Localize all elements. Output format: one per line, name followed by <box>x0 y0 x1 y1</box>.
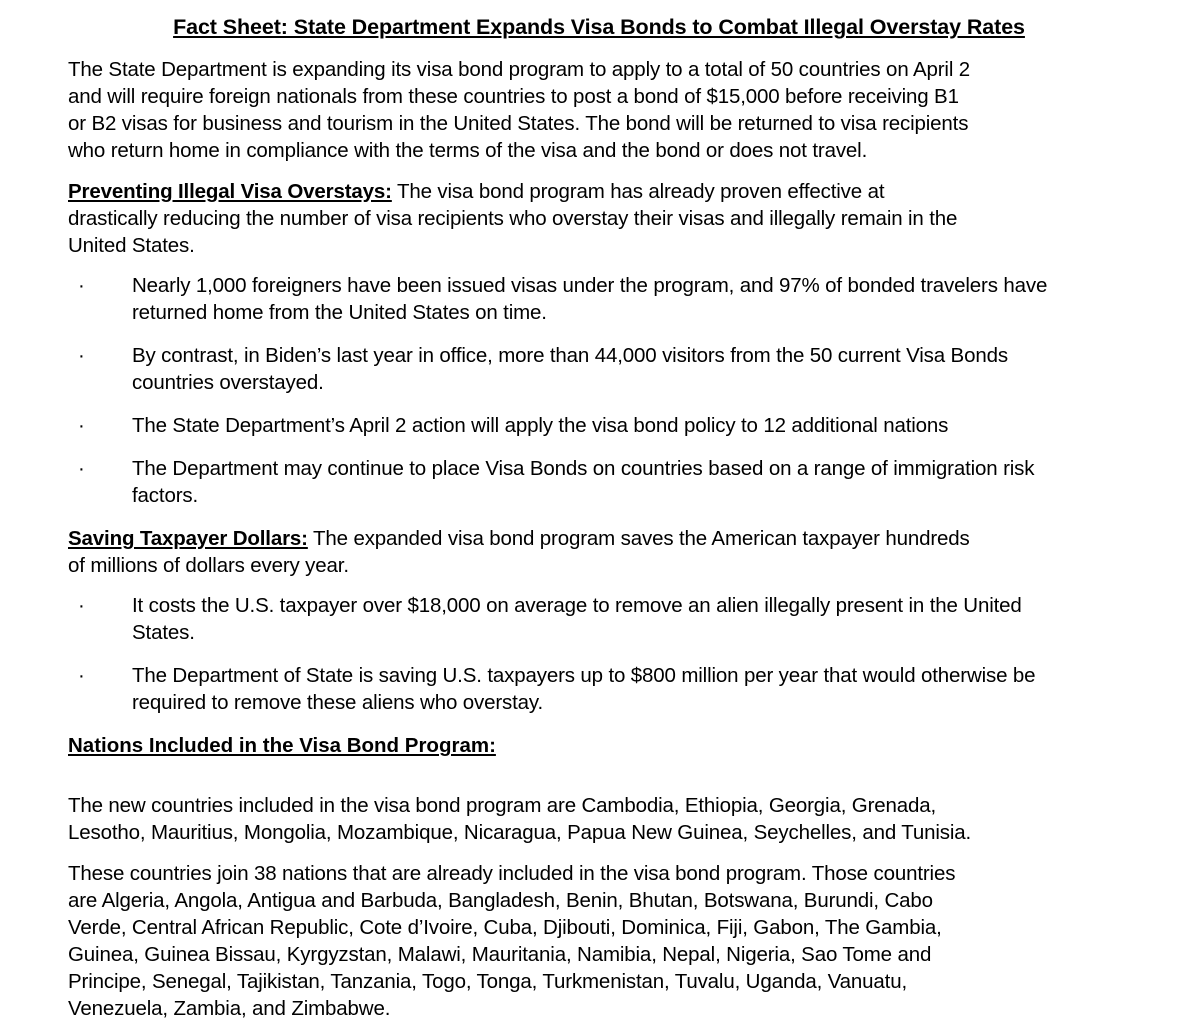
nations-existing-paragraph: These countries join 38 nations that are already included in the visa bond program. Those countries are Algeria, Angola, Antigua and Barbuda, Bangladesh, Benin, Bhutan, Botswana, Burundi, Cabo Verde, Central African Republic, Cote d’Ivoire, Cuba, Djibouti, Dominica, Fiji, Gabon, The Gambia, Guinea, Guinea Bissau, Kyrgyzstan, Malawi, Mauritania, Namibia, Nepal, Nigeria, Sao Tome and Principe, Senegal, Tajikistan, Tanzania, Togo, Tonga, Turkmenistan, Tuvalu, Uganda, Vanuatu, Venezuela, Zambia, and Zimbabwe. <box>68 861 956 1020</box>
bullet-marker: · <box>78 414 85 438</box>
list-item <box>68 412 1082 439</box>
nations-new-paragraph: The new countries included in the visa bond program are Cambodia, Ethiopia, Georgia, Grenada, Lesotho, Mauritius, Mongolia, Mozambique, Nicaragua, Papua New Guinea, Seychelles, and Tunisia. <box>68 793 972 844</box>
bullet-text: The Department of State is saving U.S. taxpayers up to $800 million per year that would otherwise be required to remove these aliens who overstay. <box>132 664 1036 715</box>
bullet-marker: · <box>78 664 85 688</box>
section-body-saving-taxpayer-dollars: The expanded visa bond program saves the American taxpayer hundreds of millions of dollars every year. <box>68 527 970 578</box>
bullet-text: It costs the U.S. taxpayer over $18,000 on average to remove an alien illegally present in the United States. <box>132 594 1022 645</box>
page-title: Fact Sheet: State Department Expands Visa Bonds to Combat Illegal Overstay Rates <box>173 15 1025 39</box>
list-item <box>68 592 1082 646</box>
section-heading-nations-included: Nations Included in the Visa Bond Program: <box>68 734 496 758</box>
list-item <box>68 342 1082 396</box>
section-heading-saving-taxpayer-dollars: Saving Taxpayer Dollars: <box>68 527 308 551</box>
nations-heading-block <box>68 732 1160 775</box>
section-heading-preventing-overstays: Preventing Illegal Visa Overstays: <box>68 179 392 203</box>
section-saving-taxpayer-dollars <box>68 525 973 579</box>
section-body-preventing-overstays: The visa bond program has already proven effective at drastically reducing the number of visa recipients who overstay their visas and illegally remain in the United States. <box>68 179 958 257</box>
bullet-text: By contrast, in Biden’s last year in office, more than 44,000 visitors from the 50 current Visa Bonds countries overstayed. <box>132 343 1008 394</box>
bullet-marker: · <box>78 594 85 618</box>
bullet-text: Nearly 1,000 foreigners have been issued visas under the program, and 97% of bonded travelers have returned home from the United States on time. <box>132 273 1048 324</box>
list-item <box>68 455 1082 509</box>
bullet-text: The State Department’s April 2 action will apply the visa bond policy to 12 additional nations <box>132 414 949 438</box>
bullet-text: The Department may continue to place Visa Bonds on countries based on a range of immigration risk factors. <box>132 457 1035 508</box>
list-item <box>68 272 1082 326</box>
section-preventing-overstays <box>68 178 973 259</box>
bullet-marker: · <box>78 457 85 481</box>
bullet-marker: · <box>78 273 85 297</box>
list-item <box>68 662 1082 716</box>
bullet-marker: · <box>78 343 85 367</box>
intro-paragraph: The State Department is expanding its visa bond program to apply to a total of 50 countries on April 2 and will require foreign nationals from these countries to post a bond of $15,000 before receiving B1 or B2 visas for business and tourism in the United States. The bond will be returned to visa recipients who return home in compliance with the terms of the visa and the bond or does not travel. <box>68 57 971 162</box>
